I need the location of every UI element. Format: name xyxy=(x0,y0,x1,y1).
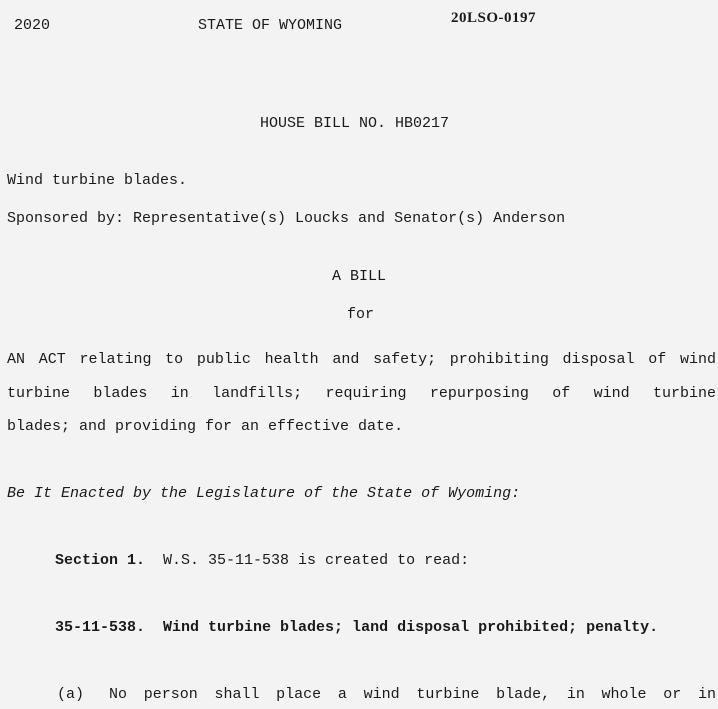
for-heading: for xyxy=(347,306,375,323)
header-state: STATE OF WYOMING xyxy=(198,17,343,34)
act-line-1: AN ACT relating to public health and safety; prohibiting disposal of wind xyxy=(7,351,716,368)
section-1-label: Section 1. xyxy=(55,552,146,569)
section-1-line xyxy=(55,552,469,569)
header-bill-id: 20LSO-0197 xyxy=(451,10,537,26)
bill-number: HOUSE BILL NO. HB0217 xyxy=(260,115,450,132)
bill-short-title: Wind turbine blades. xyxy=(7,172,188,189)
act-line-3: blades; and providing for an effective date. xyxy=(7,418,404,435)
subsection-a-text: No person shall place a wind turbine blade, in whole or in xyxy=(109,686,716,703)
a-bill-heading: A BILL xyxy=(332,268,387,285)
statute-number: 35-11-538. xyxy=(55,619,146,636)
statute-heading xyxy=(55,619,658,636)
act-line-2: turbine blades in landfills; requiring repurposing of wind turbine xyxy=(7,385,716,402)
bill-sponsors: Sponsored by: Representative(s) Loucks and Senator(s) Anderson xyxy=(7,210,566,227)
section-1-text: W.S. 35-11-538 is created to read: xyxy=(163,552,470,569)
header-year: 2020 xyxy=(14,17,51,34)
statute-title: Wind turbine blades; land disposal prohibited; penalty. xyxy=(163,619,659,636)
subsection-a-label: (a) xyxy=(57,686,85,703)
enacting-clause: Be It Enacted by the Legislature of the State of Wyoming: xyxy=(7,485,521,502)
